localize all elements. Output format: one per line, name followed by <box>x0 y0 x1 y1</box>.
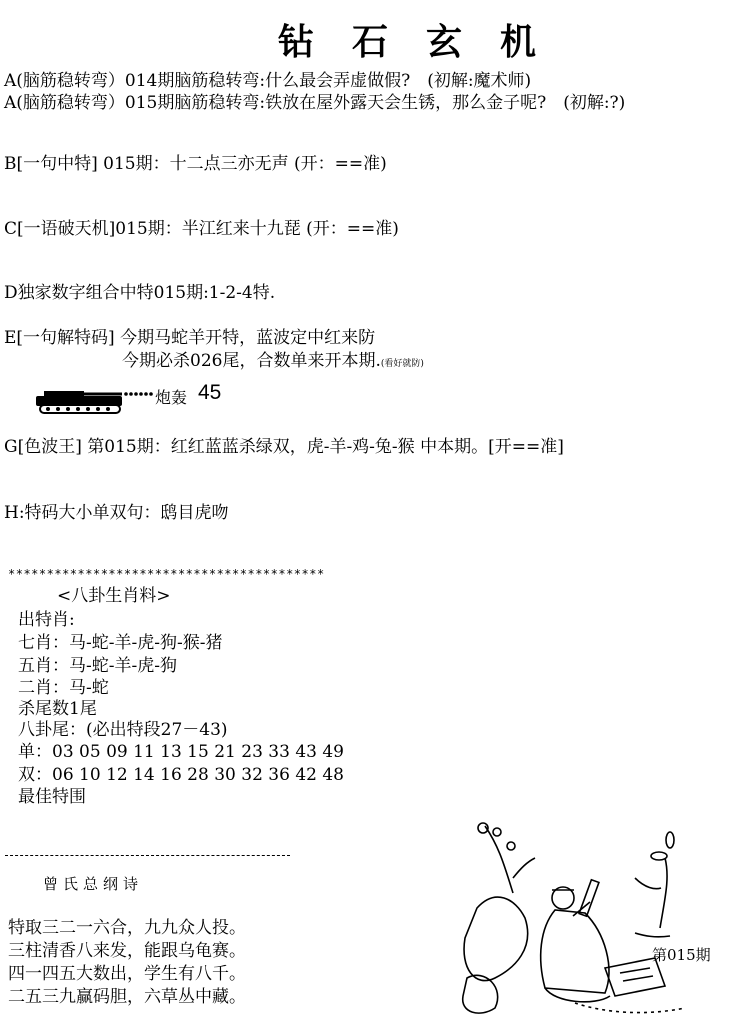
bagua-row: 出特肖: <box>18 610 75 630</box>
bagua-row: 双：06 10 12 14 16 28 30 32 36 42 48 <box>18 765 344 785</box>
poem-title: 曾氏总纲诗 <box>43 875 144 893</box>
tank-icon <box>30 383 170 417</box>
line-e2 <box>122 346 424 371</box>
bagua-row: 八卦尾：(必出特段27－43) <box>18 720 228 740</box>
poem-line: 二五三九赢码胆，六草丛中藏。 <box>8 987 246 1007</box>
scholar-illustration <box>455 818 744 1024</box>
cannon-value: 45 <box>198 381 222 404</box>
line-c: C[一语破天机]015期：半江红来十九琵 (开：==准) <box>4 219 399 239</box>
page-title: 钻石玄机 <box>278 21 575 63</box>
bagua-row: 最佳特围 <box>18 787 86 807</box>
cannon-label: 炮轰 <box>155 388 188 407</box>
line-h: H:特码大小单双句：鸱目虎吻 <box>4 503 229 523</box>
poem-line: 三柱清香八来发，能跟乌龟赛。 <box>8 941 246 961</box>
poem-line: 四一四五大数出，学生有八千。 <box>8 964 246 984</box>
poem-line: 特取三二一六合，九九众人投。 <box>8 918 246 938</box>
bagua-row: 杀尾数1尾 <box>18 699 97 719</box>
bagua-row: 七肖：马-蛇-羊-虎-狗-猴-猪 <box>18 633 223 653</box>
line-e2-note: (看好就防) <box>380 359 424 369</box>
line-g: G[色波王] 第015期：红红蓝蓝杀绿双，虎-羊-鸡-兔-猴 中本期。[开==准] <box>4 437 564 457</box>
line-e2-text: 今期必杀026尾，合数单来开本期. <box>122 351 381 371</box>
line-b: B[一句中特] 015期：十二点三亦无声 (开：==准) <box>4 154 387 174</box>
bagua-row: 单：03 05 09 11 13 15 21 23 33 43 49 <box>18 742 344 762</box>
line-a2: A(脑筋稳转弯）015期脑筋稳转弯:铁放在屋外露天会生锈，那么金子呢? (初解:?) <box>4 93 626 113</box>
line-e1: E[一句解特码] 今期马蛇羊开特，蓝波定中红来防 <box>4 328 376 348</box>
bagua-row: 二肖：马-蛇 <box>18 678 109 698</box>
issue-label: 第015期 <box>652 946 711 964</box>
line-d: D独家数字组合中特015期:1-2-4特. <box>4 283 276 303</box>
bagua-row: 五肖：马-蛇-羊-虎-狗 <box>18 656 177 676</box>
line-a1: A(脑筋稳转弯）014期脑筋稳转弯:什么最会弄虚做假? (初解:魔术师) <box>4 71 532 91</box>
dashed-divider <box>5 855 290 856</box>
star-divider: ***************************************** <box>8 567 325 581</box>
bagua-header: <八卦生肖料> <box>57 586 171 606</box>
